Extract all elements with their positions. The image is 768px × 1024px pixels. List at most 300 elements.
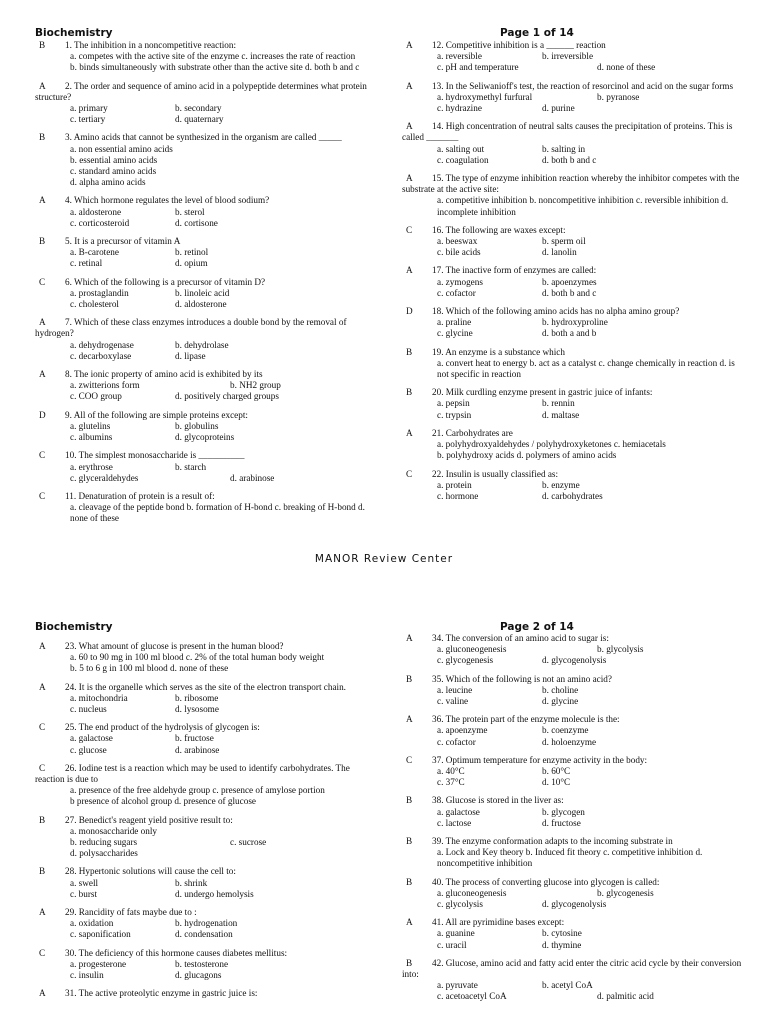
question-text: Which of the following is a precursor of vitamin D?: [74, 276, 266, 287]
question-stem: [35, 317, 375, 339]
answer-option: a. galactose: [70, 733, 113, 744]
answer-option: c. saponification: [70, 929, 131, 940]
question-text: What amount of glucose is present in the human blood?: [78, 641, 284, 651]
answer-option: c. lactose: [437, 817, 472, 828]
question-stem: [402, 469, 742, 480]
answer-option: a. swell: [70, 877, 99, 888]
answer-options: [402, 725, 742, 747]
answer-key: A: [406, 265, 413, 276]
answer-option: d. lysosome: [175, 704, 219, 715]
answer-options: [35, 51, 375, 73]
answer-option: b. globulins: [175, 420, 219, 431]
question-text: Competitive inhibition is a ______ reaction: [445, 40, 606, 50]
question-number: 17.: [432, 265, 444, 276]
answer-key: B: [39, 236, 46, 247]
question-column-left: [35, 40, 375, 532]
question-text: Which hormone regulates the level of blood sodium?: [74, 195, 270, 206]
question-stem: [35, 369, 375, 380]
answer-option: b. polyhydroxy acids d. polymers of amino acids: [437, 450, 617, 461]
question-stem: [402, 347, 742, 358]
answer-option: d. both b and c: [542, 154, 597, 165]
answer-option: b. retinol: [175, 247, 209, 258]
answer-key: A: [406, 40, 413, 50]
answer-option: b. testosterone: [175, 958, 229, 969]
answer-option: b. ribosome: [175, 692, 219, 703]
answer-option: b. glycolysis: [597, 644, 644, 655]
question-number: 28.: [65, 866, 77, 877]
answer-key: A: [39, 317, 46, 328]
answer-option: a. hydroxymethyl furfural: [437, 91, 533, 102]
answer-option: a. beeswax: [437, 236, 478, 247]
question-item: [35, 195, 375, 229]
answer-options: [402, 236, 742, 258]
answer-option: c. 37°C: [437, 777, 465, 788]
answer-option: c. glyceraldehydes: [70, 472, 139, 483]
question-stem: [35, 195, 375, 206]
answer-option: c. retinal: [70, 258, 103, 269]
answer-option: a. polyhydroxyaldehydes / polyhydroxyketones c. hemiacetals: [437, 439, 666, 450]
answer-option: b. binds simultaneously with substrate other than the active site d. both b and c: [70, 62, 360, 73]
answer-key: B: [406, 836, 413, 847]
answer-options: [35, 247, 375, 269]
question-number: 19.: [432, 346, 444, 357]
answer-options: [35, 826, 375, 860]
page-header-subject: Biochemistry: [35, 621, 113, 633]
answer-option: a. pepsin: [437, 398, 470, 409]
question-number: 30.: [65, 947, 77, 958]
answer-option: a. monosaccharide only: [70, 825, 157, 836]
answer-options: [35, 959, 375, 981]
answer-option: c. insulin: [70, 970, 104, 981]
question-item: [35, 866, 375, 900]
answer-option: b. 60°C: [542, 766, 571, 777]
answer-option: c. pH and temperature: [437, 62, 519, 73]
question-item: [402, 81, 742, 115]
question-item: [402, 714, 742, 748]
question-stem: [402, 836, 742, 847]
question-item: [402, 836, 742, 870]
question-stem: [402, 173, 742, 195]
question-text: Amino acids that cannot be synthesized in the organism are called _____: [73, 132, 342, 143]
question-item: [35, 815, 375, 860]
answer-option: b. enzyme: [542, 479, 580, 490]
answer-key: B: [39, 866, 46, 877]
answer-options: [402, 144, 742, 166]
question-number: 37.: [432, 754, 444, 765]
answer-option: c. trypsin: [437, 409, 472, 420]
answer-option: d. quaternary: [175, 114, 224, 125]
question-stem: [402, 306, 742, 317]
answer-option: a. zymogens: [437, 276, 483, 287]
answer-key: B: [406, 795, 413, 806]
question-item: [35, 40, 375, 74]
answer-option: c. glucose: [70, 744, 107, 755]
question-text: All are pyrimidine bases except:: [445, 917, 565, 928]
question-stem: [35, 641, 375, 652]
answer-option: b. linoleic acid: [175, 287, 230, 298]
answer-option: c. burst: [70, 888, 98, 899]
answer-key: A: [39, 195, 46, 206]
answer-option: a. leucine: [437, 684, 473, 695]
answer-option: b. rennin: [542, 398, 575, 409]
answer-option: d. opium: [175, 258, 208, 269]
question-stem: [35, 815, 375, 826]
question-text: Which of these class enzymes introduces a double bond by the removal of hydrogen?: [35, 317, 347, 339]
answer-option: b. sterol: [175, 206, 205, 217]
answer-option: c. hydrazine: [437, 103, 482, 114]
question-text: Glucose, amino acid and fatty acid enter the citric acid cycle by their conversion into:: [402, 957, 742, 980]
answer-key: B: [406, 673, 413, 684]
answer-option: a. reversible: [437, 51, 482, 62]
answer-option: a. 60 to 90 mg in 100 ml blood c. 2% of the total human body weight: [70, 652, 325, 663]
answer-option: d. arabinose: [230, 472, 275, 483]
answer-option: d. alpha amino acids: [70, 177, 146, 188]
answer-option: a. erythrose: [70, 461, 113, 472]
answer-option: b. pyranose: [597, 91, 640, 102]
question-text: The ionic property of amino acid is exhibited by its: [74, 369, 263, 380]
question-column-right: [402, 40, 742, 509]
question-number: 26.: [65, 762, 77, 773]
answer-option: b. cytosine: [542, 928, 582, 939]
answer-key: C: [406, 224, 413, 235]
question-text: All of the following are simple proteins except:: [73, 409, 248, 420]
question-item: [35, 682, 375, 716]
question-item: [402, 306, 742, 340]
answer-option: d. glycoproteins: [175, 432, 235, 443]
page-header-number: Page 1 of 14: [500, 27, 574, 39]
answer-option: b. coenzyme: [542, 725, 589, 736]
answer-options: [35, 652, 375, 674]
answer-options: [402, 358, 742, 380]
question-column-right: [402, 633, 742, 1010]
answer-key: B: [406, 876, 413, 887]
question-item: [402, 877, 742, 911]
question-stem: [35, 491, 375, 502]
question-number: 7.: [65, 317, 72, 328]
question-item: [35, 410, 375, 444]
question-number: 16.: [432, 224, 444, 235]
question-stem: [402, 877, 742, 888]
question-stem: [402, 81, 742, 92]
question-number: 38.: [432, 795, 444, 806]
question-stem: [402, 387, 742, 398]
question-number: 42.: [432, 957, 444, 968]
answer-option: a. 40°C: [437, 766, 465, 777]
answer-key: B: [39, 814, 46, 825]
answer-options: [35, 380, 375, 402]
answer-options: [35, 502, 375, 524]
question-stem: [402, 40, 742, 51]
answer-option: c. standard amino acids: [70, 166, 157, 177]
question-item: [35, 641, 375, 675]
answer-options: [35, 103, 375, 125]
answer-key: A: [39, 641, 46, 651]
answer-option: a. gluconeogenesis: [437, 887, 507, 898]
page-header-number: Page 2 of 14: [500, 621, 574, 633]
question-text: The active proteolytic enzyme in gastric juice is:: [78, 988, 258, 999]
question-item: [402, 173, 742, 218]
question-number: 34.: [432, 633, 444, 643]
answer-options: [35, 918, 375, 940]
answer-option: a. competes with the active site of the enzyme c. increases the rate of reaction: [70, 51, 356, 62]
answer-option: d. condensation: [175, 929, 233, 940]
page-footer: MANOR Review Center: [314, 553, 454, 565]
question-stem: [402, 121, 742, 143]
answer-options: [35, 785, 375, 807]
answer-option: c. sucrose: [230, 837, 267, 848]
answer-option: d. arabinose: [175, 744, 220, 755]
answer-options: [402, 807, 742, 829]
question-number: 41.: [432, 917, 444, 928]
question-item: [35, 763, 375, 808]
question-item: [402, 347, 742, 381]
question-item: [35, 948, 375, 982]
answer-option: d. glycine: [542, 696, 579, 707]
answer-option: a. mitochondria: [70, 692, 128, 703]
question-number: 14.: [432, 121, 444, 132]
question-item: [402, 121, 742, 166]
question-text: It is a precursor of vitamin A: [74, 236, 181, 247]
answer-option: b. fructose: [175, 733, 214, 744]
question-number: 10.: [65, 450, 77, 461]
answer-options: [402, 277, 742, 299]
answer-option: b presence of alcohol group d. presence of glucose: [70, 796, 256, 807]
answer-option: c. coagulation: [437, 154, 489, 165]
answer-options: [35, 340, 375, 362]
question-item: [402, 795, 742, 829]
question-stem: [35, 682, 375, 693]
answer-options: [35, 878, 375, 900]
answer-option: a. dehydrogenase: [70, 339, 134, 350]
answer-option: b. sperm oil: [542, 236, 586, 247]
question-stem: [35, 763, 375, 785]
answer-option: d. maltase: [542, 409, 580, 420]
question-text: The protein part of the enzyme molecule is the:: [445, 714, 620, 725]
question-text: Insulin is usually classified as:: [445, 468, 559, 479]
answer-option: a. cleavage of the peptide bond b. formation of H-bond c. breaking of H-bond d. none of these: [70, 502, 365, 524]
answer-key: B: [406, 387, 413, 398]
answer-option: a. glutelins: [70, 420, 111, 431]
question-number: 3.: [65, 132, 72, 143]
answer-key: A: [406, 714, 413, 725]
answer-options: [402, 888, 742, 910]
answer-option: c. decarboxylase: [70, 350, 132, 361]
answer-key: A: [406, 173, 413, 184]
question-stem: [402, 917, 742, 928]
question-stem: [35, 277, 375, 288]
answer-option: d. thymine: [542, 939, 582, 950]
answer-key: C: [39, 947, 46, 958]
answer-key: A: [406, 427, 413, 438]
answer-option: b. 5 to 6 g in 100 ml blood d. none of these: [70, 663, 229, 674]
answer-option: d. 10°C: [542, 777, 571, 788]
question-stem: [35, 81, 375, 103]
answer-option: c. glycolysis: [437, 899, 483, 910]
answer-option: c. corticosteroid: [70, 217, 130, 228]
answer-key: A: [39, 80, 46, 91]
question-text: Iodine test is a reaction which may be used to identify carbohydrates. The reaction is due to: [35, 762, 350, 785]
answer-option: b. glycogen: [542, 806, 585, 817]
answer-option: b. starch: [175, 461, 207, 472]
question-number: 4.: [65, 195, 72, 206]
answer-option: c. glycine: [437, 328, 473, 339]
question-text: Milk curdling enzyme present in gastric juice of infants:: [445, 387, 653, 398]
answer-option: d. cortisone: [175, 217, 218, 228]
answer-options: [35, 733, 375, 755]
question-text: High concentration of neutral salts causes the precipitation of proteins. This is called _______: [402, 121, 733, 143]
question-number: 20.: [432, 387, 444, 398]
answer-option: c. glycogenesis: [437, 655, 494, 666]
question-item: [402, 225, 742, 259]
answer-key: D: [39, 409, 46, 420]
question-text: Glucose is stored in the liver as:: [445, 795, 564, 806]
page-2: [0, 613, 768, 1024]
answer-key: A: [39, 988, 46, 999]
question-stem: [402, 674, 742, 685]
question-item: [402, 958, 742, 1003]
question-number: 36.: [432, 714, 444, 725]
answer-option: c. hormone: [437, 490, 479, 501]
answer-key: A: [39, 369, 46, 380]
answer-key: B: [406, 957, 413, 968]
answer-option: d. positively charged groups: [175, 391, 279, 402]
question-item: [402, 633, 742, 667]
question-number: 15.: [432, 173, 444, 184]
question-item: [402, 387, 742, 421]
answer-options: [402, 766, 742, 788]
answer-option: a. prostaglandin: [70, 287, 129, 298]
question-number: 27.: [65, 814, 77, 825]
question-stem: [402, 225, 742, 236]
question-stem: [35, 40, 375, 51]
answer-option: d. both b and c: [542, 287, 597, 298]
answer-option: c. cofactor: [437, 287, 476, 298]
answer-option: a. zwitterions form: [70, 380, 140, 391]
answer-option: b. hydrogenation: [175, 918, 238, 929]
answer-option: d. holoenzyme: [542, 736, 597, 747]
question-text: The enzyme conformation adapts to the incoming substrate in: [445, 836, 673, 847]
question-stem: [402, 714, 742, 725]
answer-option: d. lanolin: [542, 247, 577, 258]
question-number: 5.: [65, 236, 72, 247]
answer-option: a. oxidation: [70, 918, 114, 929]
answer-option: b. acetyl CoA: [542, 980, 593, 991]
question-stem: [35, 722, 375, 733]
answer-option: a. guanine: [437, 928, 475, 939]
answer-options: [35, 693, 375, 715]
question-text: An enzyme is a substance which: [445, 346, 565, 357]
answer-option: b. essential amino acids: [70, 154, 158, 165]
question-stem: [35, 907, 375, 918]
answer-option: d. glycogenolysis: [542, 899, 607, 910]
answer-option: d. glycogenolysis: [542, 655, 607, 666]
answer-option: c. COO group: [70, 391, 122, 402]
answer-option: c. cholesterol: [70, 299, 119, 310]
answer-options: [35, 288, 375, 310]
question-number: 23.: [65, 641, 77, 651]
page-header-subject: Biochemistry: [35, 27, 113, 39]
question-stem: [402, 795, 742, 806]
answer-option: a. pyruvate: [437, 980, 478, 991]
answer-key: C: [39, 762, 46, 773]
question-item: [35, 317, 375, 362]
question-item: [35, 132, 375, 188]
question-item: [35, 450, 375, 484]
answer-key: C: [39, 450, 46, 461]
answer-option: c. acetoacetyl CoA: [437, 991, 507, 1002]
answer-option: d. carbohydrates: [542, 490, 603, 501]
answer-option: a. protein: [437, 479, 472, 490]
question-item: [35, 988, 375, 999]
answer-option: d. glucagons: [175, 970, 222, 981]
question-text: Optimum temperature for enzyme activity in the body:: [445, 754, 648, 765]
question-stem: [35, 866, 375, 877]
question-text: The inactive form of enzymes are called:: [445, 265, 597, 276]
question-text: Benedict's reagent yield positive result to:: [78, 814, 233, 825]
answer-key: B: [406, 346, 413, 357]
answer-option: b. secondary: [175, 103, 222, 114]
answer-option: b. irreversible: [542, 51, 594, 62]
answer-option: d. undergo hemolysis: [175, 888, 254, 899]
question-item: [402, 674, 742, 708]
question-item: [35, 722, 375, 756]
answer-option: d. both a and b: [542, 328, 597, 339]
question-text: The conversion of an amino acid to sugar is:: [445, 633, 609, 643]
answer-key: C: [39, 276, 46, 287]
question-text: The deficiency of this hormone causes diabetes mellitus:: [78, 947, 288, 958]
answer-options: [402, 928, 742, 950]
question-text: It is the organelle which serves as the site of the electron transport chain.: [78, 681, 346, 692]
question-item: [35, 491, 375, 525]
answer-option: a. Lock and Key theory b. Induced fit theory c. competitive inhibition d. noncompetitive inhibition: [437, 847, 703, 869]
answer-option: b. choline: [542, 684, 579, 695]
question-item: [402, 40, 742, 74]
answer-options: [402, 480, 742, 502]
answer-key: B: [39, 40, 46, 50]
question-number: 9.: [65, 409, 72, 420]
answer-options: [402, 195, 742, 217]
answer-option: c. bile acids: [437, 247, 481, 258]
question-number: 12.: [432, 40, 444, 50]
answer-option: a. progesterone: [70, 958, 127, 969]
answer-options: [402, 92, 742, 114]
answer-option: b. dehydrolase: [175, 339, 229, 350]
question-text: The process of converting glucose into glycogen is called:: [445, 876, 660, 887]
answer-key: D: [406, 306, 413, 317]
question-item: [35, 81, 375, 126]
question-number: 29.: [65, 907, 77, 918]
question-stem: [402, 958, 742, 980]
answer-key: C: [406, 468, 413, 479]
question-text: Which of the following amino acids has no alpha amino group?: [445, 306, 680, 317]
question-stem: [35, 948, 375, 959]
question-item: [402, 755, 742, 789]
answer-key: A: [406, 917, 413, 928]
answer-option: b. glycogenesis: [597, 887, 654, 898]
answer-option: a. B-carotene: [70, 247, 119, 258]
question-stem: [35, 988, 375, 999]
answer-option: d. polysaccharides: [70, 848, 138, 859]
question-stem: [35, 410, 375, 421]
question-number: 6.: [65, 276, 72, 287]
answer-key: C: [406, 754, 413, 765]
question-stem: [35, 450, 375, 461]
answer-key: C: [39, 722, 46, 733]
answer-option: a. aldosterone: [70, 206, 122, 217]
answer-option: d. none of these: [597, 62, 656, 73]
answer-option: a. presence of the free aldehyde group c. presence of amylose portion: [70, 785, 325, 796]
answer-options: [402, 685, 742, 707]
